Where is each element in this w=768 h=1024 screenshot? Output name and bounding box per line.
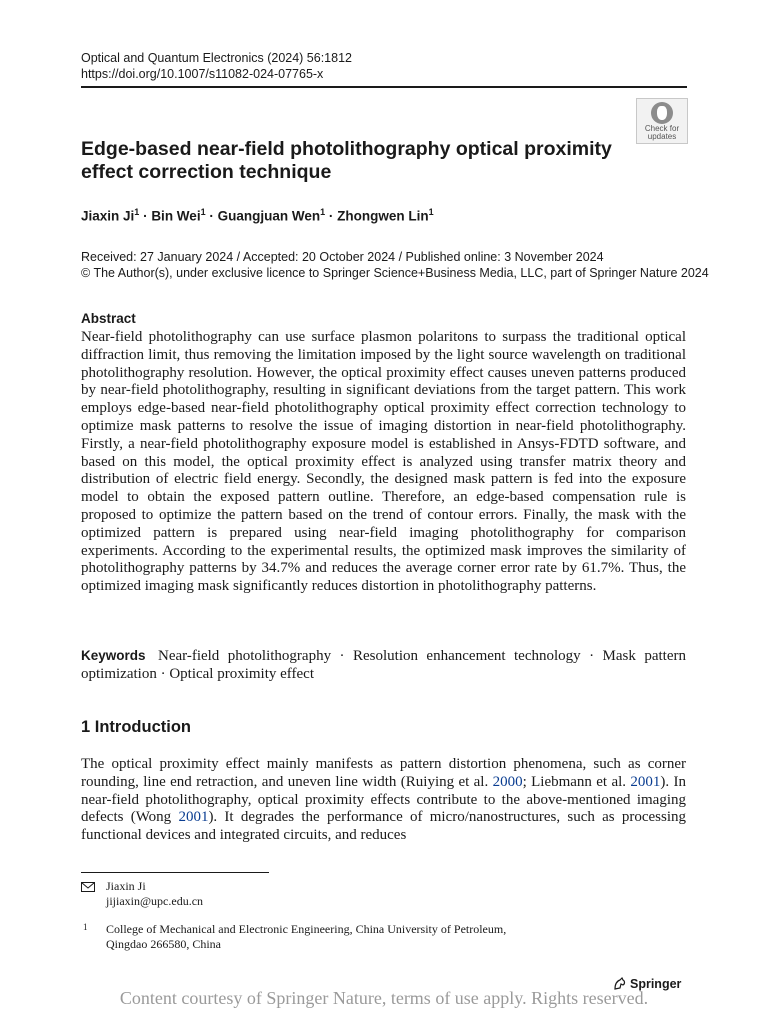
introduction-paragraph bbox=[81, 756, 686, 845]
abstract-heading: Abstract bbox=[81, 311, 136, 326]
citation-author: Wong bbox=[135, 809, 179, 826]
author-name[interactable]: Guangjuan Wen bbox=[217, 208, 321, 224]
keywords-label: Keywords bbox=[81, 648, 146, 663]
author-affiliation: 1 bbox=[200, 207, 206, 217]
affiliation-line: Qingdao 266580, China bbox=[106, 937, 221, 951]
author-list bbox=[81, 207, 434, 224]
dates-line: Received: 27 January 2024 / Accepted: 20 October 2024 / Published online: 3 November 2024 bbox=[81, 250, 604, 264]
author-affiliation: 1 bbox=[134, 207, 140, 217]
citation-author: Ruiying et al. bbox=[405, 773, 493, 790]
author-affiliation: 1 bbox=[320, 207, 326, 217]
affiliation-line: College of Mechanical and Electronic Engineering, China University of Petroleum, bbox=[106, 922, 507, 936]
contact-email[interactable]: jijiaxin@upc.edu.cn bbox=[106, 894, 204, 908]
corresponding-author bbox=[106, 879, 203, 909]
keywords bbox=[81, 647, 686, 684]
author-separator: · bbox=[139, 208, 152, 224]
author-name[interactable]: Jiaxin Ji bbox=[81, 208, 135, 224]
badge-line2: updates bbox=[647, 132, 677, 141]
copyright-line: © The Author(s), under exclusive licence to Springer Science+Business Media, LLC, part of Springer Nature 2024 bbox=[81, 265, 709, 280]
intro-text: ; bbox=[522, 773, 532, 790]
intro-text: ). It degrades the performance of micro/nanostructures, such as processing functional devices and integrated circuits, and reduces bbox=[81, 809, 687, 844]
author-name[interactable]: Zhongwen Lin bbox=[337, 208, 429, 224]
citation-year-link[interactable]: 2001 bbox=[630, 773, 661, 790]
journal-citation: Optical and Quantum Electronics (2024) 56:1812 bbox=[81, 51, 352, 65]
affiliation bbox=[106, 922, 506, 952]
intro-text: The optical proximity effect mainly manifests as pattern distortion phenomena, such as corner rounding, line end retraction, and uneven line width ( bbox=[81, 756, 686, 790]
citation-year-link[interactable]: 2000 bbox=[492, 773, 523, 790]
courtesy-watermark: Content courtesy of Springer Nature, terms of use apply. Rights reserved. bbox=[119, 988, 649, 1008]
badge-line1: Check for bbox=[644, 124, 680, 133]
abstract-text: Near-field photolithography can use surface plasmon polaritons to surpass the traditional optical diffraction limit, thus removing the limitation imposed by the light source wavelength on traditional photolithography resolution. However, the optical proximity effect causes uneven patterns produced by near-field photolithography, resulting in significant deviations from the target pattern. This work employs edge-based near-field photolithography optical proximity effect correction technology to optimize mask patterns to resolve the issue of imaging distortion in near-field photolithography. Firstly, a near-field photolithography exposure model is established in Ansys-FDTD software, and based on this model, the optical proximity effect is analyzed using transfer matrix theory and distribution of electric field energy. Secondly, the designed mask pattern is fed into the exposure model to obtain the exposed pattern outline. Therefore, an edge-based compensation rule is proposed to optimize the pattern based on the trend of contour errors. Finally, the mask with the optimized pattern is prepared using near-field imaging photolithography for comparison experiments. According to the experimental results, the optimized mask improves the similarity of photolithography patterns by 34.7% and reduces the average corner error rate by 61.7%. Thus, the optimized imaging mask significantly reduces distortion in photolithography patterns. bbox=[81, 329, 686, 595]
introduction-heading: 1 Introduction bbox=[81, 718, 191, 736]
affiliation-number: 1 bbox=[83, 922, 88, 932]
update-bookmark-icon bbox=[651, 102, 673, 124]
citation-author: Liebmann et al. bbox=[531, 773, 631, 790]
author-affiliation: 1 bbox=[428, 207, 434, 217]
publisher-name: Springer bbox=[630, 977, 682, 991]
journal-header bbox=[81, 50, 352, 82]
author-separator: · bbox=[325, 208, 338, 224]
citation-year-link[interactable]: 2001 bbox=[178, 809, 209, 826]
author-separator: · bbox=[205, 208, 218, 224]
contact-name: Jiaxin Ji bbox=[106, 879, 146, 893]
email-envelope-icon bbox=[81, 882, 95, 892]
keywords-text: Near-field photolithography · Resolution enhancement technology · Mask pattern optimization · Optical proximity effect bbox=[81, 648, 686, 682]
author-name[interactable]: Bin Wei bbox=[151, 208, 201, 224]
check-for-updates-badge[interactable] bbox=[636, 98, 688, 144]
paper-title: Edge-based near-field photolithography optical proximity effect correction technique bbox=[81, 138, 612, 183]
publication-history bbox=[81, 250, 709, 281]
footnote-rule bbox=[81, 872, 269, 873]
intro-text: ). In near-field photolithography, optical proximity effects contribute to the above-mentioned imaging defects ( bbox=[81, 773, 686, 826]
header-rule bbox=[81, 86, 687, 88]
doi-link[interactable]: https://doi.org/10.1007/s11082-024-07765-x bbox=[81, 67, 324, 81]
